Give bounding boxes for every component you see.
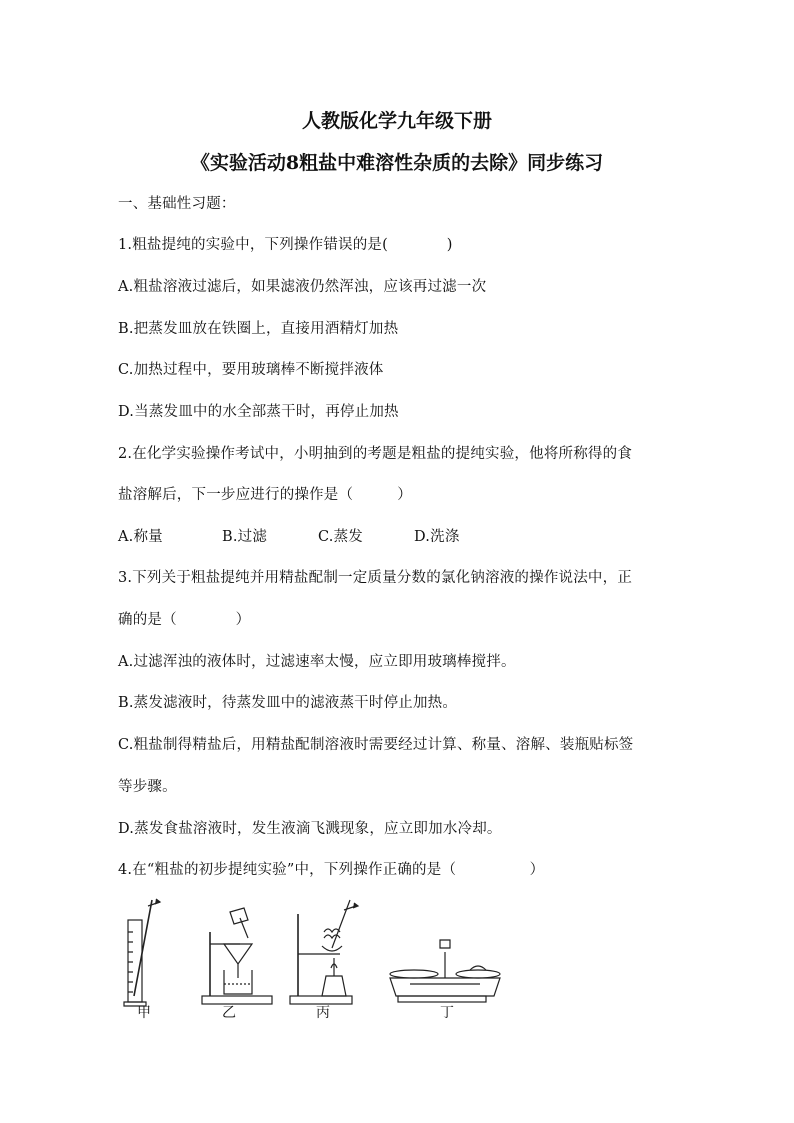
q4-stem: 4.在“粗盐的初步提纯实验”中，下列操作正确的是（ ） bbox=[118, 862, 545, 878]
figure-label-ding: 丁 bbox=[440, 1005, 454, 1021]
q3-option-c-line1: C.粗盐制得精盐后，用精盐配制溶液时需要经过计算、称量、溶解、装瓶贴标签 bbox=[118, 737, 634, 753]
evaporation-setup-drawing bbox=[290, 900, 358, 1004]
doc-subtitle: 《实验活动8粗盐中难溶性杂质的去除》同步练习 bbox=[190, 152, 604, 174]
q1-option-a: A.粗盐溶液过滤后，如果滤液仍然浑浊，应该再过滤一次 bbox=[118, 279, 487, 295]
q2-stem-line2: 盐溶解后，下一步应进行的操作是（ ） bbox=[118, 487, 412, 503]
q2-option-c: C.蒸发 bbox=[318, 529, 363, 545]
q2-option-b: B.过滤 bbox=[222, 529, 268, 545]
q4-apparatus-figure bbox=[118, 892, 558, 1032]
q3-option-d: D.蒸发食盐溶液时，发生液滴飞溅现象，应立即加水冷却。 bbox=[118, 821, 502, 837]
q1-option-b: B.把蒸发皿放在铁圈上，直接用酒精灯加热 bbox=[118, 321, 399, 337]
q1-option-c: C.加热过程中，要用玻璃棒不断搅拌液体 bbox=[118, 362, 384, 378]
q3-option-a: A.过滤浑浊的液体时，过滤速率太慢，应立即用玻璃棒搅拌。 bbox=[118, 654, 516, 670]
q1-option-d: D.当蒸发皿中的水全部蒸干时，再停止加热 bbox=[118, 404, 399, 420]
figure-label-jia: 甲 bbox=[137, 1005, 151, 1021]
doc-title: 人教版化学九年级下册 bbox=[301, 110, 492, 132]
q3-option-b: B.蒸发滤液时，待蒸发皿中的滤液蒸干时停止加热。 bbox=[118, 695, 458, 711]
graduated-cylinder-drawing bbox=[124, 899, 160, 1006]
q2-stem-line1: 2.在化学实验操作考试中，小明抽到的考题是粗盐的提纯实验，他将所称得的食 bbox=[118, 446, 633, 462]
section-heading: 一、基础性习题： bbox=[118, 196, 236, 212]
figure-label-bing: 丙 bbox=[316, 1005, 330, 1021]
q3-stem-line1: 3.下列关于粗盐提纯并用精盐配制一定质量分数的氯化钠溶液的操作说法中，正 bbox=[118, 570, 633, 586]
q3-option-c-line2: 等步骤。 bbox=[118, 779, 177, 795]
balance-drawing bbox=[390, 940, 500, 1002]
filtration-setup-drawing bbox=[202, 908, 272, 1004]
q2-option-a: A.称量 bbox=[118, 529, 163, 545]
figure-label-yi: 乙 bbox=[222, 1005, 236, 1021]
q2-options bbox=[118, 525, 460, 546]
q2-option-d: D.洗涤 bbox=[414, 529, 460, 545]
q3-stem-line2: 确的是（ ） bbox=[118, 612, 251, 628]
q1-stem: 1.粗盐提纯的实验中，下列操作错误的是( ) bbox=[118, 237, 453, 253]
